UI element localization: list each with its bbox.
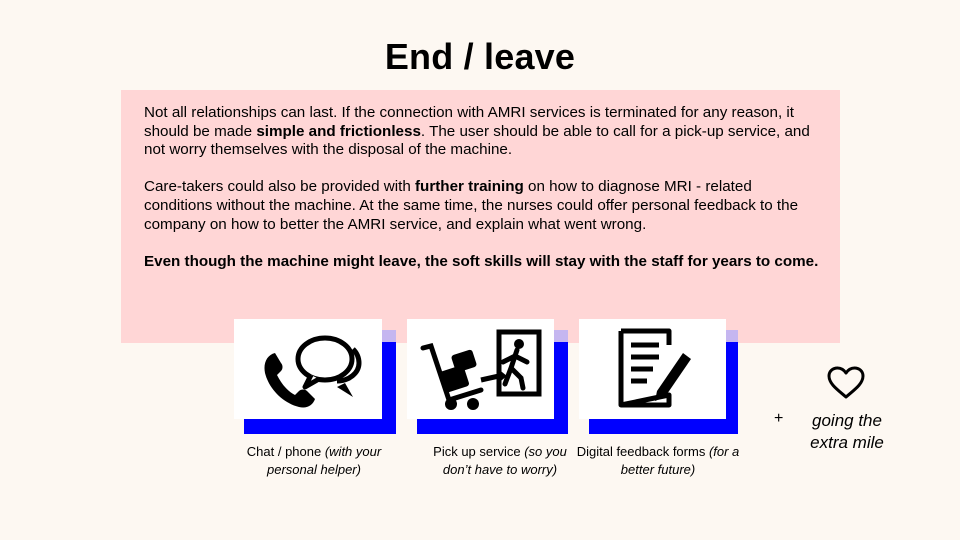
slide-title: End / leave: [384, 36, 576, 77]
caption-pickup-service: [418, 443, 582, 479]
caption-2-label: Pick up service: [433, 444, 525, 459]
body-text: [144, 104, 824, 290]
caption-1-note: (with your personal helper): [267, 444, 382, 477]
caption-2-note: (so you don’t have to worry): [442, 444, 567, 477]
feedback-form-icon: [611, 325, 695, 413]
paragraph-1-end: . The user should be able to call for a pick-up service, and not worry themselves with the disposal of the machine.: [144, 122, 810, 159]
caption-3-note: (for a better future): [620, 444, 740, 477]
pickup-service-icon: [419, 326, 543, 412]
paragraph-2-end: on how to diagnose MRI - related conditions without the machine. At the same time, the nurses could offer personal feedback to the company on how to better the AMRI service, and explain what went wrong.: [144, 178, 799, 233]
caption-3-label: Digital feedback forms: [576, 444, 709, 459]
paragraph-2: [144, 178, 824, 234]
extra-mile-text: going the extra mile: [810, 411, 884, 452]
paragraph-1-start: Not all relationships can last. If the connection with AMRI services is terminated for any reason, it should be made: [144, 104, 794, 140]
paragraph-3: [144, 253, 824, 272]
paragraph-1-bold: simple and frictionless: [256, 122, 421, 140]
plus-sign: +: [774, 410, 784, 427]
caption-feedback-forms: [576, 443, 740, 479]
paragraph-1: [144, 104, 824, 160]
paragraph-2-bold: further training: [414, 178, 524, 196]
chat-phone-icon: [253, 327, 363, 411]
paragraph-3-bold: Even though the machine might leave, the soft skills will stay with the staff for years to come.: [144, 252, 819, 270]
heart-icon: [826, 366, 866, 405]
paragraph-2-start: Care-takers could also be provided with: [144, 178, 415, 196]
caption-chat-phone: [232, 443, 396, 479]
caption-1-label: Chat / phone: [246, 444, 325, 459]
